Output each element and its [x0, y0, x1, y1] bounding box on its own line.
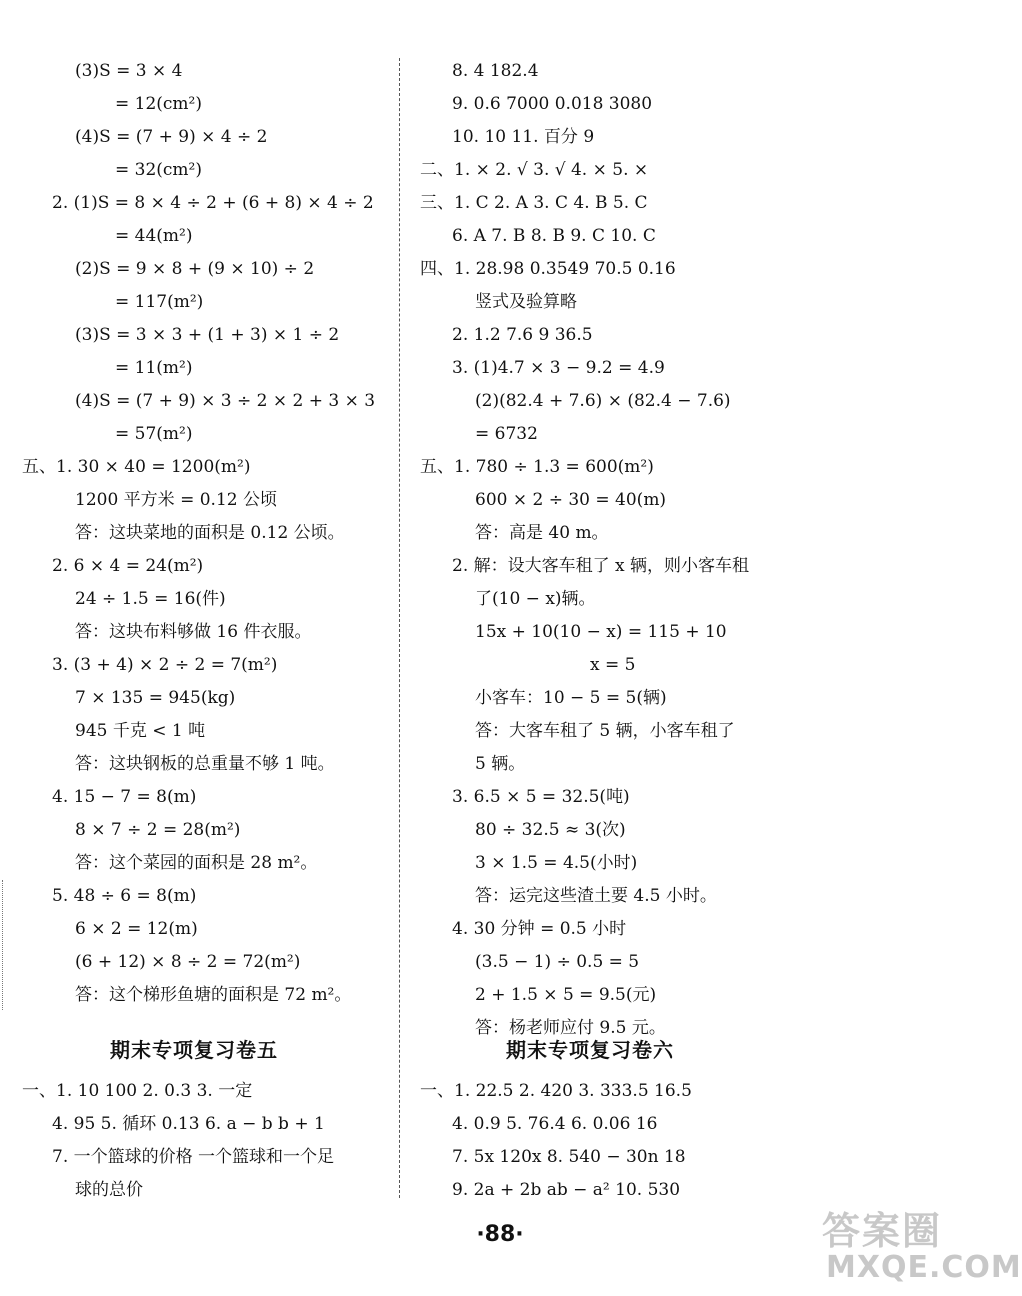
right-section-line: 9. 2a + 2b ab − a² 10. 530 — [452, 1180, 681, 1200]
left-line: = 12(cm²) — [115, 94, 203, 114]
right-line: 15x + 10(10 − x) = 115 + 10 — [475, 622, 727, 642]
right-line: 3 × 1.5 = 4.5(小时) — [475, 853, 638, 873]
left-line: = 117(m²) — [115, 292, 204, 312]
left-line: (3)S = 3 × 3 + (1 + 3) × 1 ÷ 2 — [75, 325, 340, 345]
site-watermark — [822, 1200, 1022, 1286]
left-line: (4)S = (7 + 9) × 4 ÷ 2 — [75, 127, 268, 147]
right-line: 600 × 2 ÷ 30 = 40(m) — [475, 490, 667, 510]
right-line: 10. 10 11. 百分 9 — [452, 127, 595, 147]
section-title-5: 期末专项复习卷五 — [110, 1038, 278, 1062]
right-section-line: 7. 5x 120x 8. 540 − 30n 18 — [452, 1147, 686, 1167]
watermark-url-text: MXQE.COM — [826, 1250, 1022, 1285]
page-number: ·88· — [476, 1222, 524, 1247]
left-line: 945 千克 < 1 吨 — [75, 721, 206, 741]
right-line: 答：运完这些渣土要 4.5 小时。 — [475, 886, 717, 906]
right-line: (3.5 − 1) ÷ 0.5 = 5 — [475, 952, 640, 972]
left-section-line: 4. 95 5. 循环 0.13 6. a − b b + 1 — [52, 1114, 325, 1134]
left-line: 答：这个菜园的面积是 28 m²。 — [75, 853, 318, 873]
right-section-line: 4. 0.9 5. 76.4 6. 0.06 16 — [452, 1114, 658, 1134]
right-line: 三、1. C 2. A 3. C 4. B 5. C — [420, 193, 648, 213]
left-line: = 57(m²) — [115, 424, 193, 444]
left-line: 3. (3 + 4) × 2 ÷ 2 = 7(m²) — [52, 655, 278, 675]
left-line: = 44(m²) — [115, 226, 193, 246]
right-line: 了(10 − x)辆。 — [475, 589, 596, 609]
right-section-line: 一、1. 22.5 2. 420 3. 333.5 16.5 — [420, 1081, 692, 1101]
right-line: 二、1. × 2. √ 3. √ 4. × 5. × — [420, 160, 649, 180]
left-line: 答：这块菜地的面积是 0.12 公顷。 — [75, 523, 345, 543]
left-line: 五、1. 30 × 40 = 1200(m²) — [22, 457, 251, 477]
right-line: 5 辆。 — [475, 754, 526, 774]
left-section-line: 一、1. 10 100 2. 0.3 3. 一定 — [22, 1081, 253, 1101]
left-line: 7 × 135 = 945(kg) — [75, 688, 236, 708]
right-line: 6. A 7. B 8. B 9. C 10. C — [452, 226, 656, 246]
right-line: 80 ÷ 32.5 ≈ 3(次) — [475, 820, 626, 840]
right-line: 答：大客车租了 5 辆，小客车租了 — [475, 721, 735, 741]
left-line: 2. (1)S = 8 × 4 ÷ 2 + (6 + 8) × 4 ÷ 2 — [52, 193, 374, 213]
right-line: 小客车：10 − 5 = 5(辆) — [475, 688, 667, 708]
left-line: (3)S = 3 × 4 — [75, 61, 183, 81]
left-line: 1200 平方米 = 0.12 公顷 — [75, 490, 277, 510]
left-line: = 11(m²) — [115, 358, 193, 378]
binding-edge-mark — [2, 880, 3, 1010]
right-line: 8. 4 182.4 — [452, 61, 539, 81]
right-line: 五、1. 780 ÷ 1.3 = 600(m²) — [420, 457, 654, 477]
left-line: 6 × 2 = 12(m) — [75, 919, 198, 939]
left-line: 4. 15 − 7 = 8(m) — [52, 787, 197, 807]
left-line: 答：这块钢板的总重量不够 1 吨。 — [75, 754, 335, 774]
right-line: 四、1. 28.98 0.3549 70.5 0.16 — [420, 259, 676, 279]
left-line: (4)S = (7 + 9) × 3 ÷ 2 × 2 + 3 × 3 — [75, 391, 376, 411]
left-line: (2)S = 9 × 8 + (9 × 10) ÷ 2 — [75, 259, 315, 279]
left-line: 2. 6 × 4 = 24(m²) — [52, 556, 204, 576]
right-line: (2)(82.4 + 7.6) × (82.4 − 7.6) — [475, 391, 731, 411]
watermark-logo-text: 答案圈 — [822, 1209, 943, 1253]
left-line: 24 ÷ 1.5 = 16(件) — [75, 589, 226, 609]
right-line: = 6732 — [475, 424, 538, 444]
right-line: 2. 1.2 7.6 9 36.5 — [452, 325, 593, 345]
right-line: 9. 0.6 7000 0.018 3080 — [452, 94, 653, 114]
right-line: 答：杨老师应付 9.5 元。 — [475, 1018, 666, 1038]
left-line: 8 × 7 ÷ 2 = 28(m²) — [75, 820, 241, 840]
left-section-line: 7. 一个篮球的价格 一个篮球和一个足 — [52, 1147, 335, 1167]
left-line: (6 + 12) × 8 ÷ 2 = 72(m²) — [75, 952, 301, 972]
right-line: 3. (1)4.7 × 3 − 9.2 = 4.9 — [452, 358, 665, 378]
left-line: 答：这个梯形鱼塘的面积是 72 m²。 — [75, 985, 352, 1005]
right-line: 答：高是 40 m。 — [475, 523, 609, 543]
left-line: 答：这块布料够做 16 件衣服。 — [75, 622, 312, 642]
right-line: 2 + 1.5 × 5 = 9.5(元) — [475, 985, 657, 1005]
right-line: 4. 30 分钟 = 0.5 小时 — [452, 919, 627, 939]
right-line: 3. 6.5 × 5 = 32.5(吨) — [452, 787, 630, 807]
left-section-line: 球的总价 — [75, 1180, 143, 1200]
section-title-6: 期末专项复习卷六 — [506, 1038, 674, 1062]
left-line: 5. 48 ÷ 6 = 8(m) — [52, 886, 197, 906]
right-line: 2. 解：设大客车租了 x 辆，则小客车租 — [452, 556, 750, 576]
right-line: x = 5 — [590, 655, 636, 675]
left-line: = 32(cm²) — [115, 160, 203, 180]
column-divider — [399, 58, 400, 1198]
right-line: 竖式及验算略 — [475, 292, 577, 312]
